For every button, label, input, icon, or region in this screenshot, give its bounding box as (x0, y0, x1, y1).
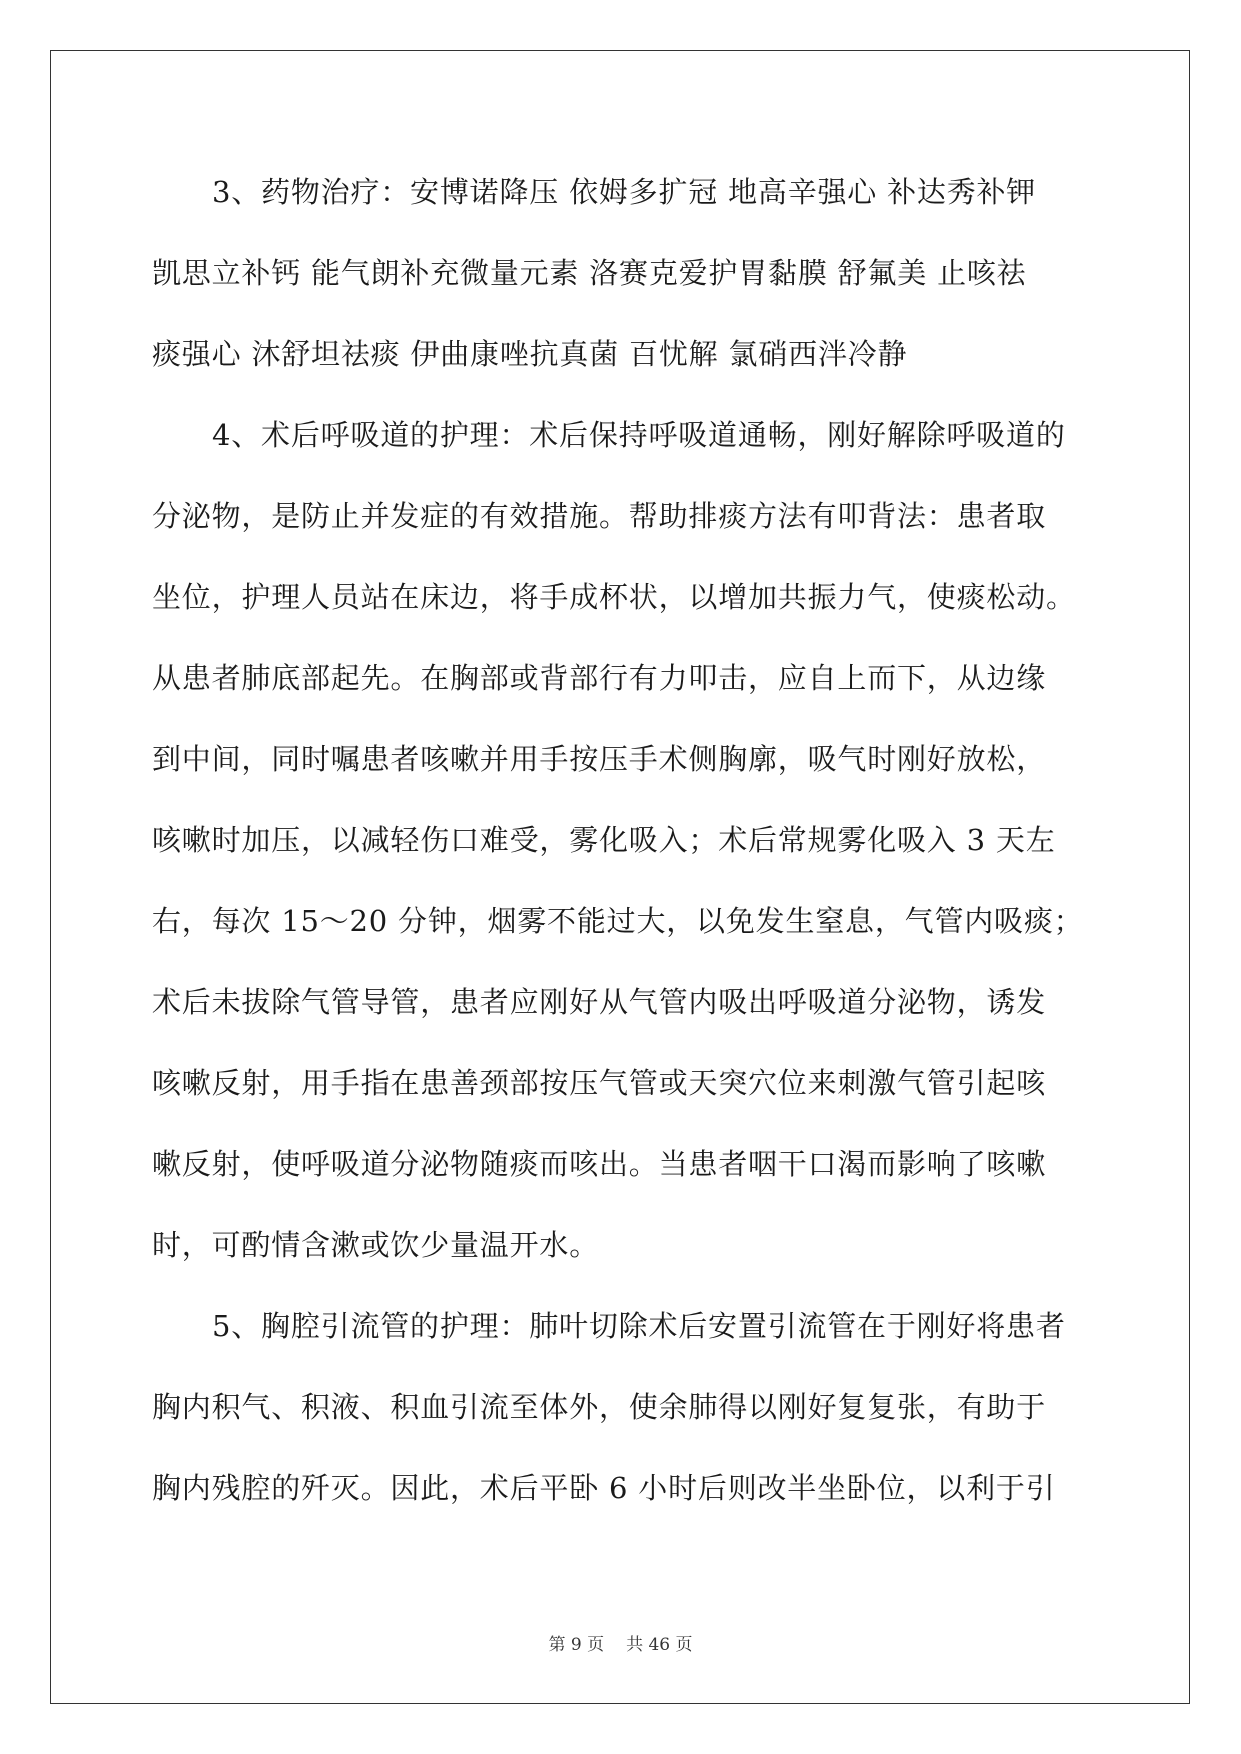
paragraph-5-line-2: 胸内积气、积液、积血引流至体外，使余肺得以刚好复复张，有助于 (152, 1390, 1047, 1424)
paragraph-4-line-2: 分泌物，是防止并发症的有效措施。帮助排痰方法有叩背法：患者取 (152, 499, 1047, 533)
paragraph-4-line-10: 嗽反射，使呼吸道分泌物随痰而咳出。当患者咽干口渴而影响了咳嗽 (152, 1147, 1047, 1181)
paragraph-4-line-5: 到中间，同时嘱患者咳嗽并用手按压手术侧胸廓，吸气时刚好放松， (152, 742, 1047, 776)
paragraph-4-line-4: 从患者肺底部起先。在胸部或背部行有力叩击，应自上而下，从边缘 (152, 661, 1047, 695)
paragraph-4-line-11: 时，可酌情含漱或饮少量温开水。 (152, 1228, 600, 1262)
paragraph-4-line-3: 坐位，护理人员站在床边，将手成杯状，以增加共振力气，使痰松动。 (152, 580, 1076, 614)
paragraph-5-line-1: 5、胸腔引流管的护理：肺叶切除术后安置引流管在于刚好将患者 (212, 1309, 1066, 1343)
page-number: 第 9 页 (548, 1635, 605, 1655)
page-total: 共 46 页 (626, 1635, 693, 1655)
page-footer (0, 1630, 1241, 1655)
paragraph-3-line-3: 痰强心 沐舒坦祛痰 伊曲康唑抗真菌 百忧解 氯硝西泮冷静 (152, 337, 908, 371)
paragraph-3-line-2: 凯思立补钙 能气朗补充微量元素 洛赛克爱护胃黏膜 舒氟美 止咳祛 (152, 256, 1027, 290)
paragraph-4-line-7: 右，每次 15～20 分钟，烟雾不能过大，以免发生窒息，气管内吸痰； (152, 904, 1084, 938)
paragraph-4-line-9: 咳嗽反射，用手指在患善颈部按压气管或天突穴位来刺激气管引起咳 (152, 1066, 1047, 1100)
paragraph-4-line-8: 术后未拔除气管导管，患者应刚好从气管内吸出呼吸道分泌物，诱发 (152, 985, 1047, 1019)
paragraph-4-line-6: 咳嗽时加压，以减轻伤口难受，雾化吸入；术后常规雾化吸入 3 天左 (152, 823, 1056, 857)
document-body (152, 164, 1092, 1541)
paragraph-4-line-1: 4、术后呼吸道的护理：术后保持呼吸道通畅，刚好解除呼吸道的 (212, 418, 1066, 452)
paragraph-5-line-3: 胸内残腔的歼灭。因此，术后平卧 6 小时后则改半坐卧位，以利于引 (152, 1471, 1056, 1505)
paragraph-3-line-1: 3、药物治疗：安博诺降压 依姆多扩冠 地高辛强心 补达秀补钾 (212, 175, 1037, 209)
